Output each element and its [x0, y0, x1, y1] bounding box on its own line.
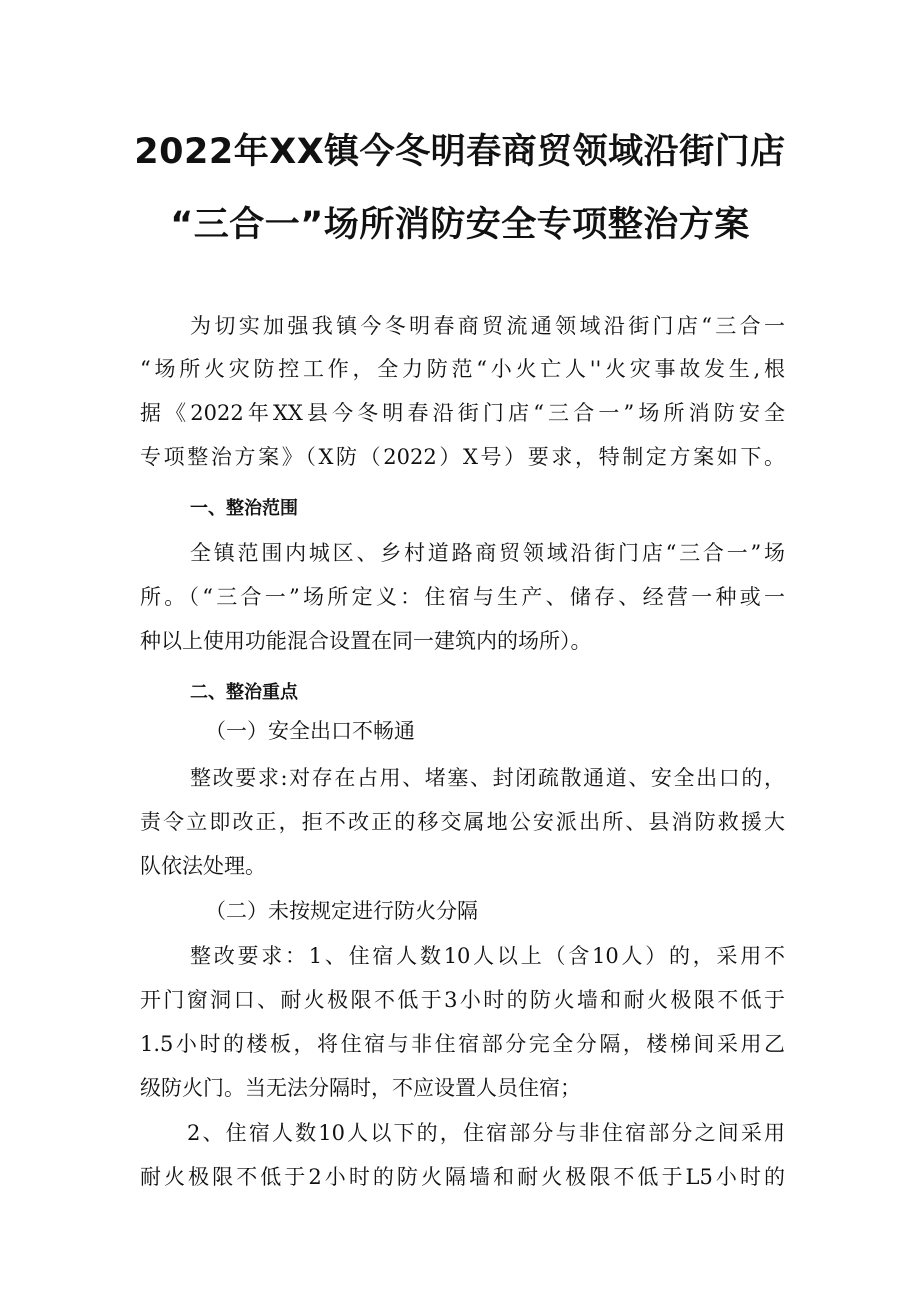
document-title-line-1: 2022年XX镇今冬明春商贸领域沿街门店 [134, 132, 786, 172]
body-line: “场所火灾防控工作，全力防范“小火亡人''火灾事故发生,根 [140, 357, 785, 381]
document-title-line-2: “三合一”场所消防安全专项整治方案 [170, 205, 750, 245]
body-line: 1.5小时的楼板，将住宿与非住宿部分完全分隔，楼梯间采用乙 [140, 1032, 785, 1056]
section-heading: 一、整治范围 [190, 498, 298, 519]
section-heading: 二、整治重点 [190, 682, 298, 703]
body-line: 全镇范围内城区、乡村道路商贸领域沿街门店“三合一”场 [190, 541, 785, 565]
body-line: 据《2022年XX县今冬明春沿街门店“三合一”场所消防安全 [140, 401, 785, 425]
body-line: 种以上使用功能混合设置在同一建筑内的场所）。 [140, 629, 592, 653]
body-line: 级防火门。当无法分隔时，不应设置人员住宿； [140, 1076, 581, 1100]
subsection-heading: （一）安全出口不畅通 [205, 719, 415, 743]
body-line: 所。（“三合一”场所定义：住宿与生产、储存、经营一种或一 [140, 585, 785, 609]
body-line: 整改要求:对存在占用、堵塞、封闭疏散通道、安全出口的， [190, 766, 785, 790]
body-line: 2、住宿人数10人以下的，住宿部分与非住宿部分之间采用 [187, 1121, 785, 1145]
body-line: 为切实加强我镇今冬明春商贸流通领域沿街门店“三合一 [190, 314, 785, 338]
subsection-heading: （二）未按规定进行防火分隔 [205, 899, 478, 923]
body-line: 责令立即改正，拒不改正的移交属地公安派出所、县消防救援大 [140, 810, 785, 834]
body-line: 队依法处理。 [140, 854, 266, 878]
body-line: 耐火极限不低于2小时的防火隔墙和耐火极限不低于L5小时的 [140, 1165, 785, 1189]
body-line: 专项整治方案》（X防（2022）X号）要求，特制定方案如下。 [140, 445, 785, 469]
body-line: 开门窗洞口、耐火极限不低于3小时的防火墙和耐火极限不低于 [140, 988, 785, 1012]
body-line: 整改要求：1、住宿人数10人以上（含10人）的，采用不 [190, 944, 785, 968]
